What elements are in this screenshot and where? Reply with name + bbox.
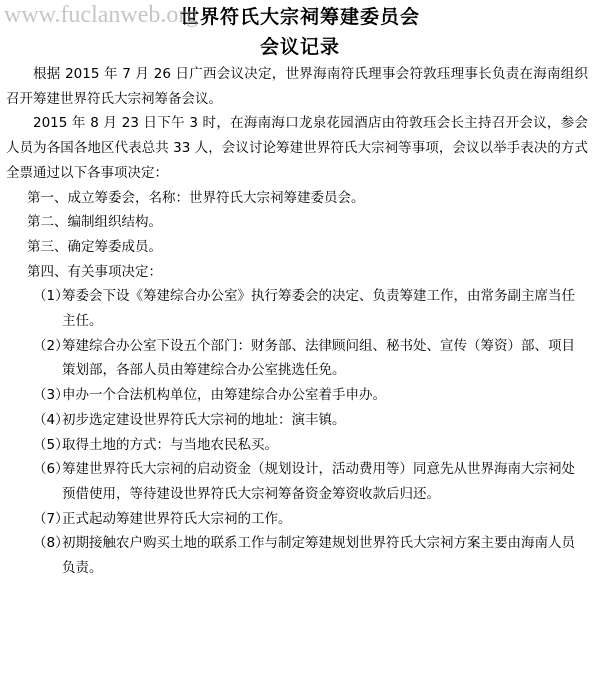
sub-item-number: （8）: [33, 535, 69, 552]
sub-item: [0, 334, 600, 383]
sub-item-number: （7）: [33, 510, 69, 527]
decision-item: 第四、有关事项决定：: [27, 263, 162, 280]
decision-item: 第一、成立筹委会，名称：世界符氏大宗祠筹建委员会。: [27, 189, 365, 206]
sub-item: [0, 531, 600, 580]
decision-item: 第二、编制组织结构。: [27, 214, 162, 231]
sub-item: [0, 383, 600, 408]
sub-item-text: 正式起动筹建世界符氏大宗祠的工作。: [62, 510, 292, 527]
sub-item-number: （2）: [33, 337, 69, 354]
sub-item-number: （1）: [33, 288, 69, 305]
decision-item: 第三、确定筹委成员。: [27, 238, 162, 255]
sub-item-text: 申办一个合法机构单位，由筹建综合办公室着手申办。: [62, 387, 386, 404]
sub-item: [0, 507, 600, 532]
sub-item: [0, 433, 600, 458]
sub-item-number: （4）: [33, 411, 69, 428]
document-title: 世界符氏大宗祠筹建委员会: [179, 6, 420, 28]
paragraph: 根据 2015 年 7 月 26 日广西会议决定，世界海南符氏理事会符敦珏理事长负责在海南组织召开筹建世界符氏大宗祠筹备会议。: [6, 66, 588, 107]
sub-item-number: （3）: [33, 387, 69, 404]
sub-item: [0, 284, 600, 333]
sub-item-text: 初步选定建设世界符氏大宗祠的地址：演丰镇。: [62, 411, 346, 428]
paragraph: 2015 年 8 月 23 日下午 3 时，在海南海口龙泉花园酒店由符敦珏会长主持召开会议，参会人员为各国各地区代表总共 33 人，会议讨论筹建世界符氏大宗祠等事项，会议以举手表决的方式全票通过以下各事项决定：: [6, 115, 588, 181]
sub-item-text: 筹委会下设《筹建综合办公室》执行筹委会的决定、负责筹建工作，由常务副主席当任主任。: [62, 288, 575, 330]
document-body: [0, 62, 600, 581]
sub-item-text: 初期接触农户购买土地的联系工作与制定筹建规划世界符氏大宗祠方案主要由海南人员负责。: [62, 535, 575, 577]
sub-item-number: （5）: [33, 436, 69, 453]
watermark-text: www.fuclanweb.org: [4, 2, 198, 28]
sub-item-text: 取得土地的方式：与当地农民私买。: [62, 436, 278, 453]
sub-item-text: 筹建世界符氏大宗祠的启动资金（规划设计，活动费用等）同意先从世界海南大宗祠处预借使用，等待建设世界符氏大宗祠筹备资金筹资收款后归还。: [62, 461, 575, 502]
sub-item-number: （6）: [33, 461, 69, 478]
document-subtitle: 会议记录: [259, 36, 340, 58]
sub-item: [0, 457, 600, 506]
sub-item-text: 筹建综合办公室下设五个部门：财务部、法律顾问组、秘书处、宣传（筹资）部、项目策划部，各部人员由筹建综合办公室挑选任免。: [62, 337, 575, 379]
sub-item: [0, 408, 600, 433]
